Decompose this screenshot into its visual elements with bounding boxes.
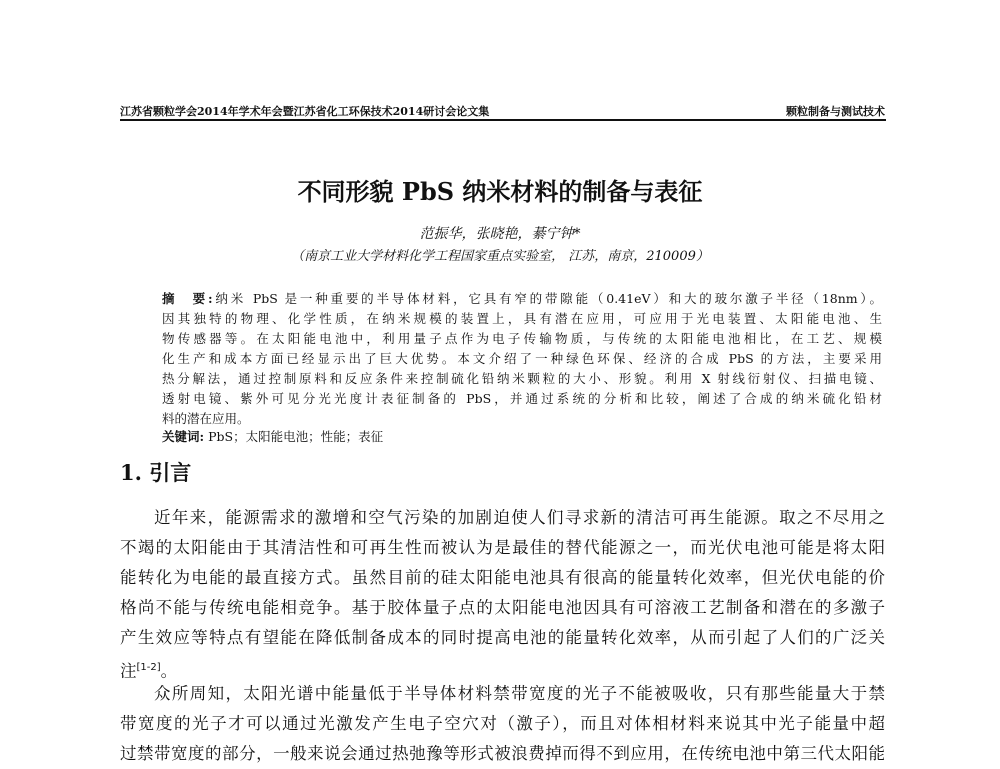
body-line: 格尚不能与传统电能相竞争。基于胶体量子点的太阳能电池因具有可溶液工艺制备和潜在的多激子 — [120, 598, 885, 617]
header-rule — [120, 119, 886, 121]
running-header — [120, 103, 885, 119]
body-line: 带宽度的光子才可以通过光激发产生电子空穴对（激子），而且对体相材料来说其中光子能量中超 — [120, 714, 885, 733]
abstract-label: 摘 要: — [162, 291, 213, 306]
abstract — [162, 289, 882, 429]
keywords-label: 关键词: — [162, 429, 205, 444]
body-line: 产生效应等特点有望能在降低制备成本的同时提高电池的能量转化效率，从而引起了人们的广泛关 — [120, 628, 885, 647]
body-line: 注[1-2]。 — [120, 661, 178, 681]
authors: 范振华，张晓艳，綦宁钟* — [419, 226, 581, 242]
keywords — [162, 427, 383, 445]
abstract-line: 透射电镜、紫外可见分光光度计表征制备的 PbS，并通过系统的分析和比较，阐述了合成的纳米硫化铅材 — [162, 391, 882, 406]
abstract-line: 物传感器等。在太阳能电池中，利用量子点作为电子传输物质，与传统的太阳能电池相比，在工艺、规模 — [162, 331, 882, 346]
running-header-left: 江苏省颗粒学会2014年学术年会暨江苏省化工环保技术2014研讨会论文集 — [120, 105, 490, 118]
body-line: 众所周知，太阳光谱中能量低于半导体材料禁带宽度的光子不能被吸收，只有那些能量大于禁 — [154, 684, 885, 703]
abstract-line: 因其独特的物理、化学性质，在纳米规模的装置上，具有潜在应用，可应用于光电装置、太阳能电池、生 — [162, 311, 882, 326]
body-line: 过禁带宽度的部分，一般来说会通过热弛豫等形式被浪费掉而得不到应用，在传统电池中第三代太阳能 — [120, 744, 885, 763]
citation: [1-2] — [136, 662, 161, 673]
abstract-line: 化生产和成本方面已经显示出了巨大优势。本文介绍了一种绿色环保、经济的合成 PbS 的方法，主要采用 — [162, 351, 882, 366]
running-header-right: 颗粒制备与测试技术 — [786, 105, 885, 118]
abstract-line: 料的潜在应用。 — [162, 411, 250, 426]
abstract-line: 摘 要:纳米 PbS 是一种重要的半导体材料，它具有窄的带隙能（0.41eV）和大的玻尔激子半径（18nm）。 — [162, 291, 882, 306]
paragraph-1 — [120, 503, 885, 687]
body-line: 近年来，能源需求的激增和空气污染的加剧迫使人们寻求新的清洁可再生能源。取之不尽用之 — [154, 508, 885, 527]
keywords-text: PbS；太阳能电池；性能；表征 — [208, 429, 384, 444]
section-heading: 1. 引言 — [120, 460, 192, 485]
body-line: 不竭的太阳能由于其清洁性和可再生性而被认为是最佳的替代能源之一，而光伏电池可能是将太阳 — [120, 538, 885, 557]
paragraph-2 — [120, 679, 885, 769]
paper-title: 不同形貌 PbS 纳米材料的制备与表征 — [297, 177, 703, 206]
body-line: 能转化为电能的最直接方式。虽然目前的硅太阳能电池具有很高的能量转化效率，但光伏电能的价 — [120, 568, 885, 587]
affiliation: （南京工业大学材料化学工程国家重点实验室， 江苏，南京，210009） — [291, 249, 709, 264]
abstract-line: 热分解法，通过控制原料和反应条件来控制硫化铅纳米颗粒的大小、形貌。利用 X 射线衍射仪、扫描电镜、 — [162, 371, 882, 386]
